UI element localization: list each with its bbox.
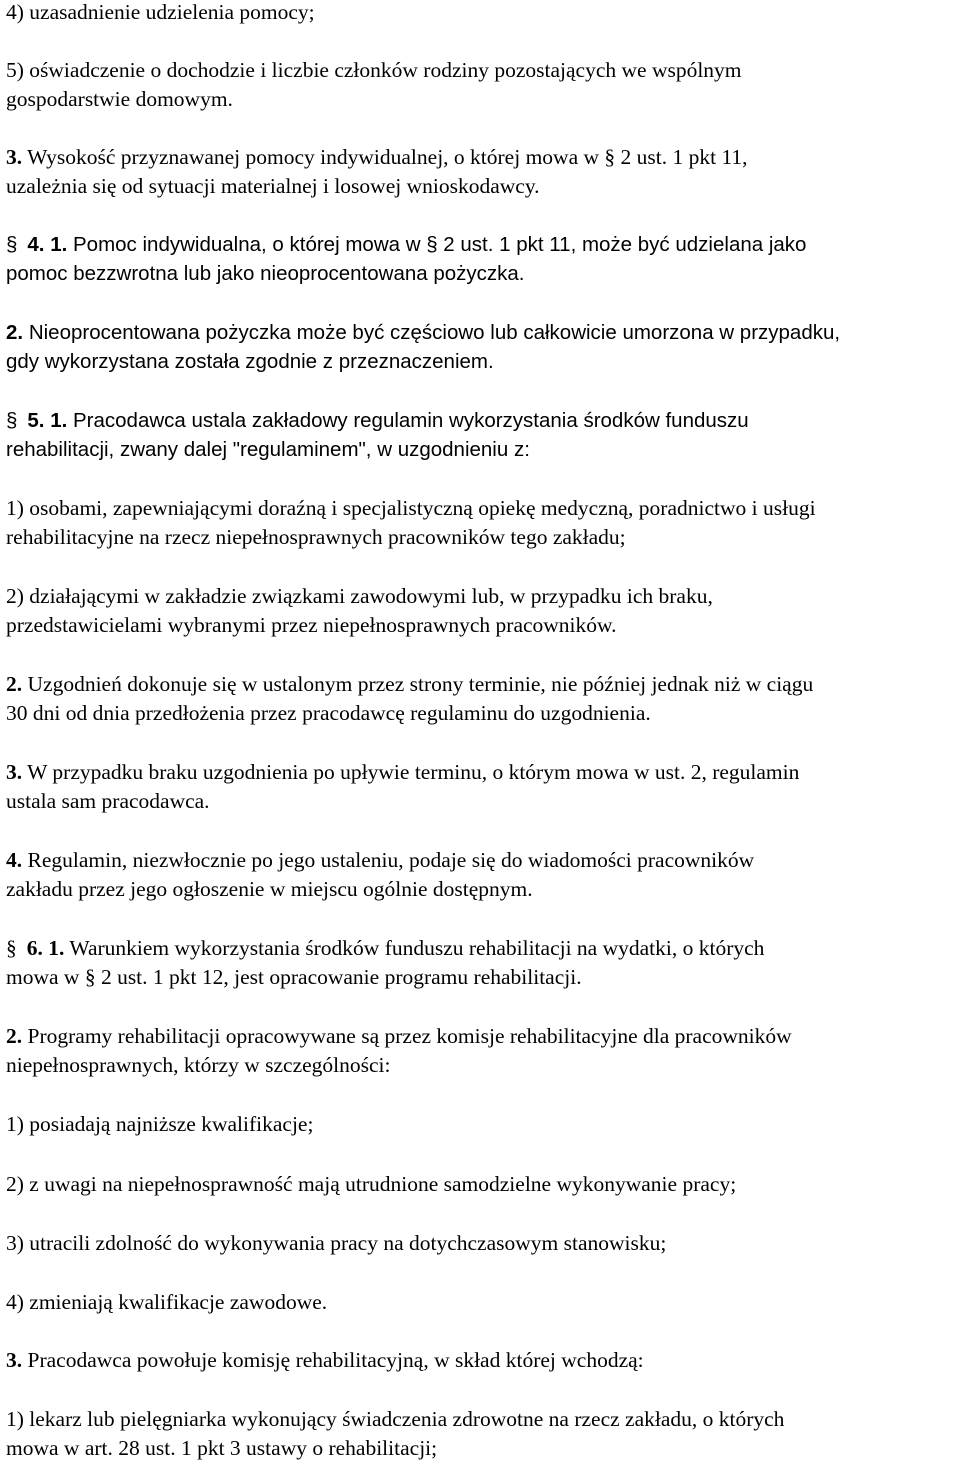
section-paragraph: § 6. 1. Warunkiem wykorzystania środków funduszu rehabilitacji na wydatki, o których mowa w § 2 ust. 1 pkt 12, jest opracowanie programu rehabilitacji. xyxy=(6,936,765,989)
list-item: 5) oświadczenie o dochodzie i liczbie członków rodziny pozostających we wspólnym gospodarstwie domowym. xyxy=(6,58,742,111)
paragraph: 3. Pracodawca powołuje komisję rehabilitacyjną, w skład której wchodzą: xyxy=(6,1348,644,1372)
list-item: 1) osobami, zapewniającymi doraźną i specjalistyczną opiekę medyczną, poradnictwo i usługi rehabilitacyjne na rzecz niepełnosprawnych pracowników tego zakładu; xyxy=(6,496,816,549)
paragraph-number: 3. xyxy=(6,1348,23,1372)
list-item: 4) uzasadnienie udzielenia pomocy; xyxy=(6,0,315,24)
paragraph-number: 2. xyxy=(6,321,24,344)
section-sign: § xyxy=(6,936,17,960)
list-item: 4) zmieniają kwalifikacje zawodowe. xyxy=(6,1290,328,1314)
paragraph: 4. Regulamin, niezwłocznie po jego ustaleniu, podaje się do wiadomości pracowników zakładu przez jego ogłoszenie w miejscu ogólnie dostępnym. xyxy=(6,848,755,901)
paragraph: 2. Nieoprocentowana pożyczka może być częściowo lub całkowicie umorzona w przypadku, gdy wykorzystana została zgodnie z przeznaczeniem. xyxy=(6,321,841,373)
paragraph-number: 6. 1. xyxy=(26,936,65,960)
section-paragraph: § 4. 1. Pomoc indywidualna, o której mowa w § 2 ust. 1 pkt 11, może być udzielana jako pomoc bezzwrotna lub jako nieoprocentowana pożyczka. xyxy=(6,230,960,288)
list-item: 1) posiadają najniższe kwalifikacje; xyxy=(6,1112,314,1136)
paragraph-number: 3. xyxy=(6,145,23,169)
section-sign: § xyxy=(6,233,18,256)
paragraph-number: 4. 1. xyxy=(27,233,68,256)
paragraph: 3. Wysokość przyznawanej pomocy indywidualnej, o której mowa w § 2 ust. 1 pkt 11, uzależnia się od sytuacji materialnej i losowej wnioskodawcy. xyxy=(6,145,748,198)
list-item: 2) działającymi w zakładzie związkami zawodowymi lub, w przypadku ich braku, przedstawicielami wybranymi przez niepełnosprawnych pracowników. xyxy=(6,584,713,637)
paragraph-number: 4. xyxy=(6,848,23,872)
list-item: 1) lekarz lub pielęgniarka wykonujący świadczenia zdrowotne na rzecz zakładu, o których mowa w art. 28 ust. 1 pkt 3 ustawy o rehabilitacji; xyxy=(6,1407,785,1460)
section-sign: § xyxy=(6,409,18,432)
paragraph-number: 2. xyxy=(6,672,23,696)
paragraph: 2. Programy rehabilitacji opracowywane są przez komisje rehabilitacyjne dla pracowników niepełnosprawnych, którzy w szczególności: xyxy=(6,1024,792,1077)
list-item: 3) utracili zdolność do wykonywania pracy na dotychczasowym stanowisku; xyxy=(6,1231,667,1255)
paragraph: 2. Uzgodnień dokonuje się w ustalonym przez strony terminie, nie później jednak niż w ciągu 30 dni od dnia przedłożenia przez pracodawcę regulaminu do uzgodnienia. xyxy=(6,672,814,725)
list-item: 2) z uwagi na niepełnosprawność mają utrudnione samodzielne wykonywanie pracy; xyxy=(6,1172,737,1196)
paragraph-number: 2. xyxy=(6,1024,23,1048)
paragraph-number: 5. 1. xyxy=(27,409,68,432)
paragraph: 3. W przypadku braku uzgodnienia po upływie terminu, o którym mowa w ust. 2, regulamin ustala sam pracodawca. xyxy=(6,760,800,813)
section-paragraph: § 5. 1. Pracodawca ustala zakładowy regulamin wykorzystania środków funduszu rehabilitacji, zwany dalej "regulaminem", w uzgodnieniu z: xyxy=(6,406,960,464)
paragraph-number: 3. xyxy=(6,760,23,784)
